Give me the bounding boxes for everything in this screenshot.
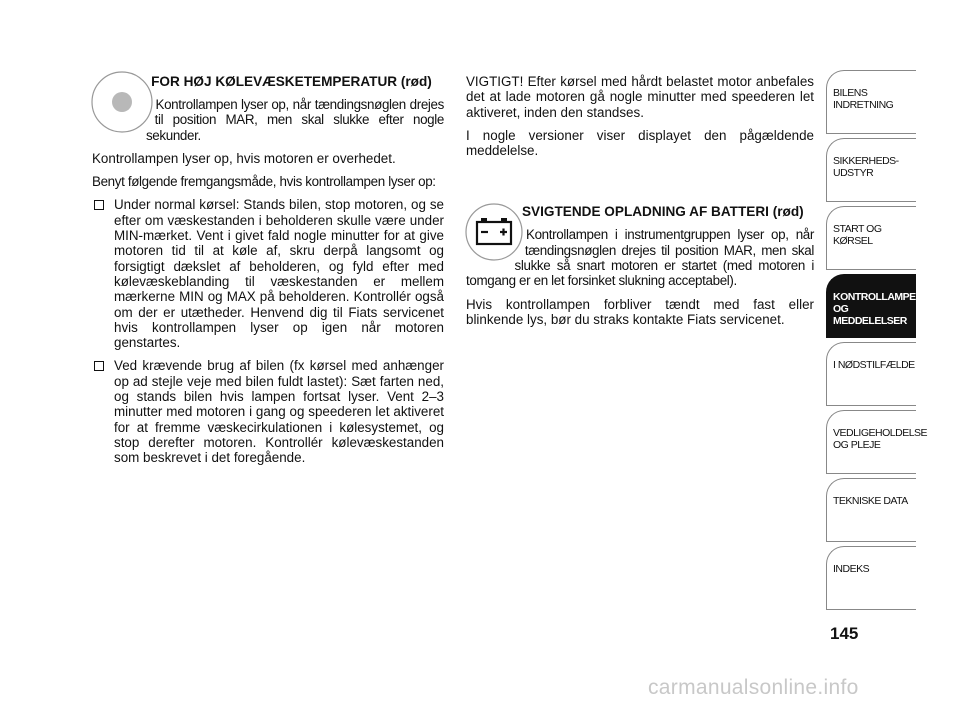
- battery-warning-heading: SVIGTENDE OPLADNING AF BATTERI (rød): [521, 204, 804, 220]
- sidebar-tab-kontrollamper[interactable]: KONTROLLAMPER OG MEDDELELSER: [826, 274, 916, 338]
- sidebar-tab-indeks[interactable]: INDEKS: [826, 546, 916, 610]
- checkbox-bullet-icon: [94, 200, 104, 210]
- page-number: 145: [830, 624, 859, 643]
- sidebar-tab-i-nodstilfaelde[interactable]: I NØDSTILFÆLDE: [826, 342, 916, 406]
- coolant-bullet-list: [92, 197, 444, 465]
- left-column: [92, 74, 444, 474]
- right-column: [466, 74, 814, 335]
- sidebar-tab-start-og-korsel[interactable]: START OG KØRSEL: [826, 206, 916, 270]
- battery-warning-lead: Kontrollampen i instrumentgruppen lyser op, når tændingsnøglen drejes til position MAR, men skal slukke så snart motoren er startet (med motoren i tomgang er en let forsinket slukning acceptabel).: [466, 227, 814, 289]
- coolant-paragraph-1: Kontrollampen lyser op, hvis motoren er overhedet.: [92, 150, 396, 166]
- coolant-paragraph-2: Benyt følgende fremgangsmåde, hvis kontrollampen lyser op:: [92, 174, 436, 190]
- list-item: Under normal kørsel: Stands bilen, stop motoren, og se efter om væskestanden i beholderen skulle være under MIN-mærket. Vent i givet fald nogle minutter for at give motoren tid til at køle af, skru derpå langsomt og forsigtigt dækslet af beholderen, og fyld efter med kølevæskeblanding til væskestanden er mellem mærkerne MIN og MAX på beholderen. Kontrollér også om der er utætheder. Henvend dig til Fiats servicenet hvis kontrollampen lyser op igen når motoren genstartes.: [92, 197, 444, 350]
- coolant-warning-heading: FOR HØJ KØLEVÆSKETEMPERATUR (rød): [151, 74, 432, 89]
- sidebar-tab-vedligeholdelse[interactable]: VEDLIGEHOLDELSE OG PLEJE: [826, 410, 916, 474]
- display-note: I nogle versioner viser displayet den pågældende meddelelse.: [466, 127, 814, 159]
- sidebar-tab-tekniske-data[interactable]: TEKNISKE DATA: [826, 478, 916, 542]
- important-note: VIGTIGT! Efter kørsel med hårdt belastet motor anbefales det at lade motoren gå nogle minutter med speederen let aktiveret, inden den standses.: [466, 74, 814, 120]
- watermark-text: carmanualsonline.info: [648, 676, 859, 699]
- battery-paragraph-1: Hvis kontrollampen forbliver tændt med fast eller blinkende lys, bør du straks kontakte Fiats servicenet.: [466, 296, 814, 327]
- list-item: Ved krævende brug af bilen (fx kørsel med anhænger op ad stejle veje med bilen fuldt lastet): Sæt farten ned, og stands bilen hvis lampen fortsat lyser. Vent 2–3 minutter med motoren i gang og speederen let aktiveret for at fremme væskecirkulationen i kølesystemet, og stop derefter motoren. Kontrollér kølevæskestanden som beskrevet i det foregående.: [92, 358, 444, 465]
- coolant-warning-lead: Kontrollampen lyser op, når tændingsnøglen drejes til position MAR, men skal slukke efter nogle sekunder.: [145, 97, 444, 143]
- chapter-sidebar: [826, 70, 928, 614]
- checkbox-bullet-icon: [94, 361, 104, 371]
- battery-icon: [464, 202, 524, 262]
- sidebar-tab-sikkerhedsudstyr[interactable]: SIKKERHEDS- UDSTYR: [826, 138, 916, 202]
- coolant-temperature-icon: [90, 70, 154, 134]
- sidebar-tab-bilens-indretning[interactable]: BILENS INDRETNING: [826, 70, 916, 134]
